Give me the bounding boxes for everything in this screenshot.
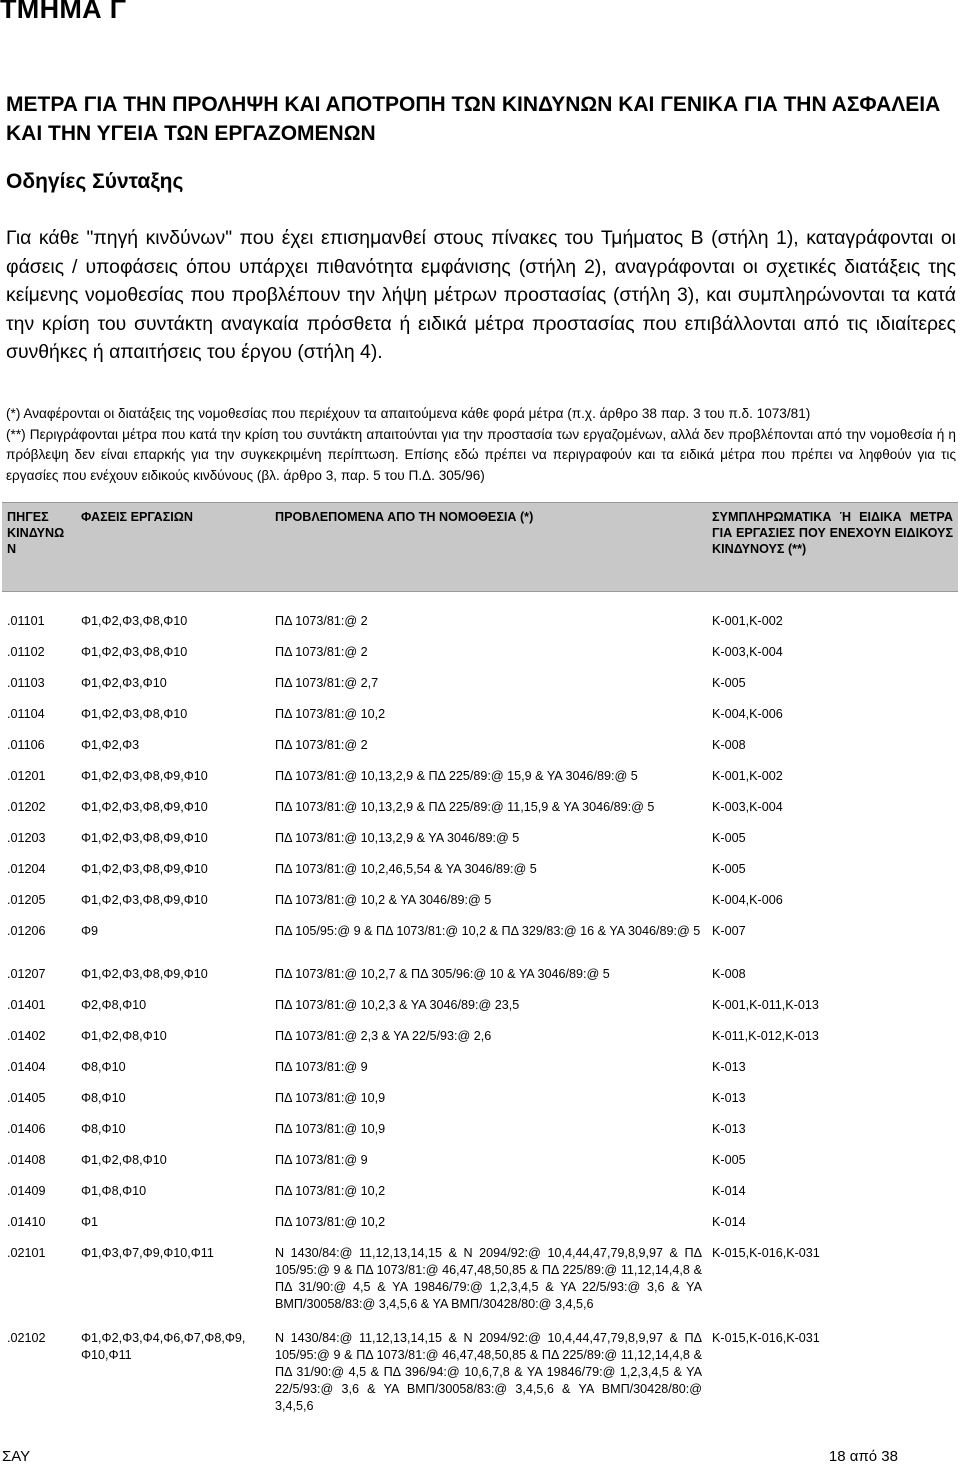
measures-cell: Κ-001,Κ-002 [712, 769, 783, 783]
phases-cell: Φ1,Φ2,Φ3,Φ8,Φ9,Φ10 [81, 800, 208, 814]
hazard-code-cell: .01203 [7, 831, 46, 845]
main-title: ΜΕΤΡΑ ΓΙΑ ΤΗΝ ΠΡΟΛΗΨΗ ΚΑΙ ΑΠΟΤΡΟΠΗ ΤΩΝ ΚΙΝΔΥΝΩΝ ΚΑΙ ΓΕΝΙΚΑ ΓΙΑ ΤΗΝ ΑΣΦΑΛΕΙΑ ΚΑΙ ΤΗΝ ΥΓΕΙΑ ΤΩΝ ΕΡΓΑΖΟΜΕΝΩΝ [6, 93, 941, 145]
table-row [2, 668, 958, 699]
hazard-code-cell: .01404 [7, 1060, 46, 1074]
table-row [2, 1052, 958, 1083]
legislation-cell: Ν 1430/84:@ 11,12,13,14,15 & Ν 2094/92:@ 10,4,44,47,79,8,9,97 & ΠΔ 105/95:@ 9 & ΠΔ 1073/81:@ 46,47,48,50,85 & ΠΔ 225/89:@ 11,12,14,4,8 & ΠΔ 31/90:@ 4,5 & ΠΔ 396/94:@ 10,6,7,8 & ΥΑ 19846/79:@ 1,2,3,4,5 & ΥΑ 22/5/93:@ 3,6 & ΥΑ ΒΜΠ/30058/83:@ 3,4,5,6 & ΥΑ ΒΜΠ/30428/80:@ 3,4,5,6 [275, 1331, 702, 1413]
phases-cell: Φ1,Φ3,Φ7,Φ9,Φ10,Φ11 [81, 1246, 214, 1260]
header-legislation: ΠΡΟΒΛΕΠΟΜΕΝΑ ΑΠΟ ΤΗ ΝΟΜΟΘΕΣΙΑ (*) [270, 503, 707, 592]
hazard-code-cell: .01102 [7, 645, 45, 659]
phases-cell: Φ2,Φ8,Φ10 [81, 998, 147, 1012]
hazard-code-cell: .01401 [7, 998, 46, 1012]
measures-cell: Κ-008 [712, 967, 746, 981]
phases-cell: Φ1,Φ2,Φ8,Φ10 [81, 1153, 167, 1167]
table-row [2, 885, 958, 916]
hazard-code-cell: .01410 [7, 1215, 46, 1229]
legislation-cell: ΠΔ 1073/81:@ 9 [275, 1060, 368, 1074]
table-row [2, 699, 958, 730]
table-row [2, 606, 958, 637]
legislation-cell: ΠΔ 1073/81:@ 10,13,2,9 & ΠΔ 225/89:@ 11,15,9 & ΥΑ 3046/89:@ 5 [275, 800, 655, 814]
legislation-cell: Ν 1430/84:@ 11,12,13,14,15 & Ν 2094/92:@ 10,4,44,47,79,8,9,97 & ΠΔ 105/95:@ 9 & ΠΔ 1073/81:@ 46,47,48,50,85 & ΠΔ 225/89:@ 11,12,14,4,8 & ΠΔ 31/90:@ 4,5 & ΥΑ 19846/79:@ 1,2,3,4,5 & ΥΑ 22/5/93:@ 3,6 & ΥΑ ΒΜΠ/30058/83:@ 3,4,5,6 & ΥΑ ΒΜΠ/30428/80:@ 3,4,5,6 [275, 1246, 702, 1311]
hazard-code-cell: .01106 [7, 738, 45, 752]
phases-cell: Φ8,Φ10 [81, 1122, 126, 1136]
measures-cell: Κ-005 [712, 676, 746, 690]
legislation-cell: ΠΔ 1073/81:@ 10,2 [275, 707, 386, 721]
subtitle: Οδηγίες Σύνταξης [6, 170, 184, 193]
legislation-cell: ΠΔ 1073/81:@ 2,7 [275, 676, 379, 690]
note-special-measures: (**) Περιγράφονται μέτρα που κατά την κρίση του συντάκτη απαιτούνται για την προστασία των εργαζομένων, αλλά δεν προβλέπονται από την νομοθεσία ή η πρόβλεψη δεν είναι επαρκής για την συγκεκριμένη περίπτωση. Επίσης εδώ πρέπει να περιγραφούν και τα ειδικά μέτρα που πρέπει να ληφθούν για τις εργασίες που ενέχουν ειδικούς κινδύνους (βλ. άρθρο 3, παρ. 5 του Π.Δ. 305/96) [6, 426, 956, 483]
phases-cell: Φ8,Φ10 [81, 1060, 126, 1074]
legislation-cell: ΠΔ 105/95:@ 9 & ΠΔ 1073/81:@ 10,2 & ΠΔ 329/83:@ 16 & ΥΑ 3046/89:@ 5 [275, 924, 701, 938]
phases-cell: Φ9 [81, 924, 99, 938]
table-row [2, 823, 958, 854]
table-row [2, 1323, 958, 1415]
measures-cell: Κ-013 [712, 1122, 746, 1136]
measures-cell: Κ-003,Κ-004 [712, 800, 783, 814]
footer-page-number: 18 από 38 [828, 1448, 898, 1465]
legislation-cell: ΠΔ 1073/81:@ 10,2,3 & ΥΑ 3046/89:@ 23,5 [275, 998, 520, 1012]
legislation-cell: ΠΔ 1073/81:@ 2 [275, 645, 368, 659]
phases-cell: Φ1 [81, 1215, 99, 1229]
phases-cell: Φ1,Φ2,Φ8,Φ10 [81, 1029, 167, 1043]
phases-cell: Φ8,Φ10 [81, 1091, 126, 1105]
table-row [2, 1145, 958, 1176]
legislation-cell: ΠΔ 1073/81:@ 2,3 & ΥΑ 22/5/93:@ 2,6 [275, 1029, 492, 1043]
legislation-cell: ΠΔ 1073/81:@ 10,9 [275, 1091, 386, 1105]
legislation-cell: ΠΔ 1073/81:@ 10,2 [275, 1215, 386, 1229]
note-legislation: (*) Αναφέρονται οι διατάξεις της νομοθεσίας που περιέχουν τα απαιτούμενα κάθε φορά μέτρα (π.χ. άρθρο 38 παρ. 3 του π.δ. 1073/81) [6, 406, 811, 421]
hazard-code-cell: .01207 [7, 967, 46, 981]
table-row [2, 1021, 958, 1052]
measures-table [2, 502, 958, 1415]
phases-cell: Φ1,Φ8,Φ10 [81, 1184, 147, 1198]
table-row [2, 990, 958, 1021]
hazard-code-cell: .01205 [7, 893, 46, 907]
legislation-cell: ΠΔ 1073/81:@ 2 [275, 738, 368, 752]
phases-cell: Φ1,Φ2,Φ3,Φ8,Φ10 [81, 707, 188, 721]
table-row [2, 1176, 958, 1207]
phases-cell: Φ1,Φ2,Φ3 [81, 738, 140, 752]
legislation-cell: ΠΔ 1073/81:@ 10,2 & ΥΑ 3046/89:@ 5 [275, 893, 492, 907]
legislation-cell: ΠΔ 1073/81:@ 2 [275, 614, 368, 628]
table-row [2, 1207, 958, 1238]
measures-cell: Κ-004,Κ-006 [712, 707, 783, 721]
hazard-code-cell: .02101 [7, 1246, 46, 1260]
measures-cell: Κ-007 [712, 924, 746, 938]
hazard-code-cell: .01104 [7, 707, 45, 721]
hazard-code-cell: .01405 [7, 1091, 46, 1105]
phases-cell: Φ1,Φ2,Φ3,Φ8,Φ9,Φ10 [81, 831, 208, 845]
legislation-cell: ΠΔ 1073/81:@ 10,2 [275, 1184, 386, 1198]
hazard-code-cell: .01406 [7, 1122, 46, 1136]
table-body [2, 606, 958, 1415]
footnotes [6, 404, 956, 486]
footer-doc-label: ΣΑΥ [2, 1448, 31, 1465]
legislation-cell: ΠΔ 1073/81:@ 10,2,46,5,54 & ΥΑ 3046/89:@ 5 [275, 862, 537, 876]
measures-cell: Κ-003,Κ-004 [712, 645, 783, 659]
measures-cell: Κ-005 [712, 862, 746, 876]
measures-cell: Κ-013 [712, 1091, 746, 1105]
legislation-cell: ΠΔ 1073/81:@ 10,9 [275, 1122, 386, 1136]
legislation-cell: ΠΔ 1073/81:@ 10,2,7 & ΠΔ 305/96:@ 10 & ΥΑ 3046/89:@ 5 [275, 967, 610, 981]
phases-cell: Φ1,Φ2,Φ3,Φ8,Φ10 [81, 614, 188, 628]
table-row [2, 916, 958, 959]
hazard-code-cell: .01402 [7, 1029, 46, 1043]
table-row [2, 1083, 958, 1114]
phases-cell: Φ1,Φ2,Φ3,Φ10 [81, 676, 167, 690]
table-row [2, 637, 958, 668]
measures-cell: Κ-015,Κ-016,Κ-031 [712, 1331, 820, 1345]
table-row [2, 1114, 958, 1145]
header-hazard-sources: ΠΗΓΕΣ ΚΙΝΔΥΝΩ Ν [2, 503, 76, 592]
legislation-cell: ΠΔ 1073/81:@ 10,13,2,9 & ΥΑ 3046/89:@ 5 [275, 831, 520, 845]
measures-cell: Κ-004,Κ-006 [712, 893, 783, 907]
legislation-cell: ΠΔ 1073/81:@ 9 [275, 1153, 368, 1167]
measures-cell: Κ-001,Κ-002 [712, 614, 783, 628]
measures-cell: Κ-001,Κ-011,Κ-013 [712, 998, 819, 1012]
header-special-measures: ΣΥΜΠΛΗΡΩΜΑΤΙΚΑ Ή ΕΙΔΙΚΑ ΜΕΤΡΑ ΓΙΑ ΕΡΓΑΣΙΕΣ ΠΟΥ ΕΝΕΧΟΥΝ ΕΙΔΙΚΟΥΣ ΚΙΝΔΥΝΟΥΣ (**) [707, 503, 958, 592]
intro-paragraph: Για κάθε "πηγή κινδύνων" που έχει επισημανθεί στους πίνακες του Τμήματος Β (στήλη 1), καταγράφονται οι φάσεις / υποφάσεις όπου υπάρχει πιθανότητα εμφάνισης (στήλη 2), αναγράφονται οι σχετικές διατάξεις της κείμενης νομοθεσίας που προβλέπουν την λήψη μέτρων προστασίας (στήλη 3), και συμπληρώνονται τα κατά την κρίση του συντάκτη αναγκαία πρόσθετα ή ειδικά μέτρα προστασίας που επιβάλλονται από τις ιδιαίτερες συνθήκες ή απαιτήσεις του έργου (στήλη 4). [6, 227, 956, 363]
hazard-code-cell: .01103 [7, 676, 45, 690]
hazard-code-cell: .01206 [7, 924, 46, 938]
table-header-row [2, 503, 958, 592]
section-title: ΤΜΗΜΑ Γ [0, 0, 127, 24]
table-row [2, 959, 958, 990]
measures-cell: Κ-008 [712, 738, 746, 752]
measures-cell: Κ-013 [712, 1060, 746, 1074]
hazard-code-cell: .01201 [7, 769, 46, 783]
measures-cell: Κ-005 [712, 1153, 746, 1167]
table-row [2, 792, 958, 823]
measures-cell: Κ-014 [712, 1215, 746, 1229]
measures-cell: Κ-005 [712, 831, 746, 845]
measures-cell: Κ-014 [712, 1184, 746, 1198]
hazard-code-cell: .01408 [7, 1153, 46, 1167]
header-work-phases: ΦΑΣΕΙΣ ΕΡΓΑΣΙΩΝ [76, 503, 270, 592]
phases-cell: Φ1,Φ2,Φ3,Φ8,Φ10 [81, 645, 188, 659]
measures-cell: Κ-015,Κ-016,Κ-031 [712, 1246, 820, 1260]
phases-cell: Φ1,Φ2,Φ3,Φ8,Φ9,Φ10 [81, 893, 208, 907]
measures-cell: Κ-011,Κ-012,Κ-013 [712, 1029, 819, 1043]
phases-cell: Φ1,Φ2,Φ3,Φ4,Φ6,Φ7,Φ8,Φ9, Φ10,Φ11 [81, 1331, 246, 1362]
hazard-code-cell: .02102 [7, 1331, 46, 1345]
phases-cell: Φ1,Φ2,Φ3,Φ8,Φ9,Φ10 [81, 967, 208, 981]
hazard-code-cell: .01204 [7, 862, 46, 876]
table-row [2, 730, 958, 761]
hazard-code-cell: .01409 [7, 1184, 46, 1198]
table-row [2, 854, 958, 885]
phases-cell: Φ1,Φ2,Φ3,Φ8,Φ9,Φ10 [81, 862, 208, 876]
legislation-cell: ΠΔ 1073/81:@ 10,13,2,9 & ΠΔ 225/89:@ 15,9 & ΥΑ 3046/89:@ 5 [275, 769, 638, 783]
phases-cell: Φ1,Φ2,Φ3,Φ8,Φ9,Φ10 [81, 769, 208, 783]
table-row [2, 1238, 958, 1323]
hazard-code-cell: .01101 [7, 614, 45, 628]
table-row [2, 761, 958, 792]
hazard-code-cell: .01202 [7, 800, 46, 814]
